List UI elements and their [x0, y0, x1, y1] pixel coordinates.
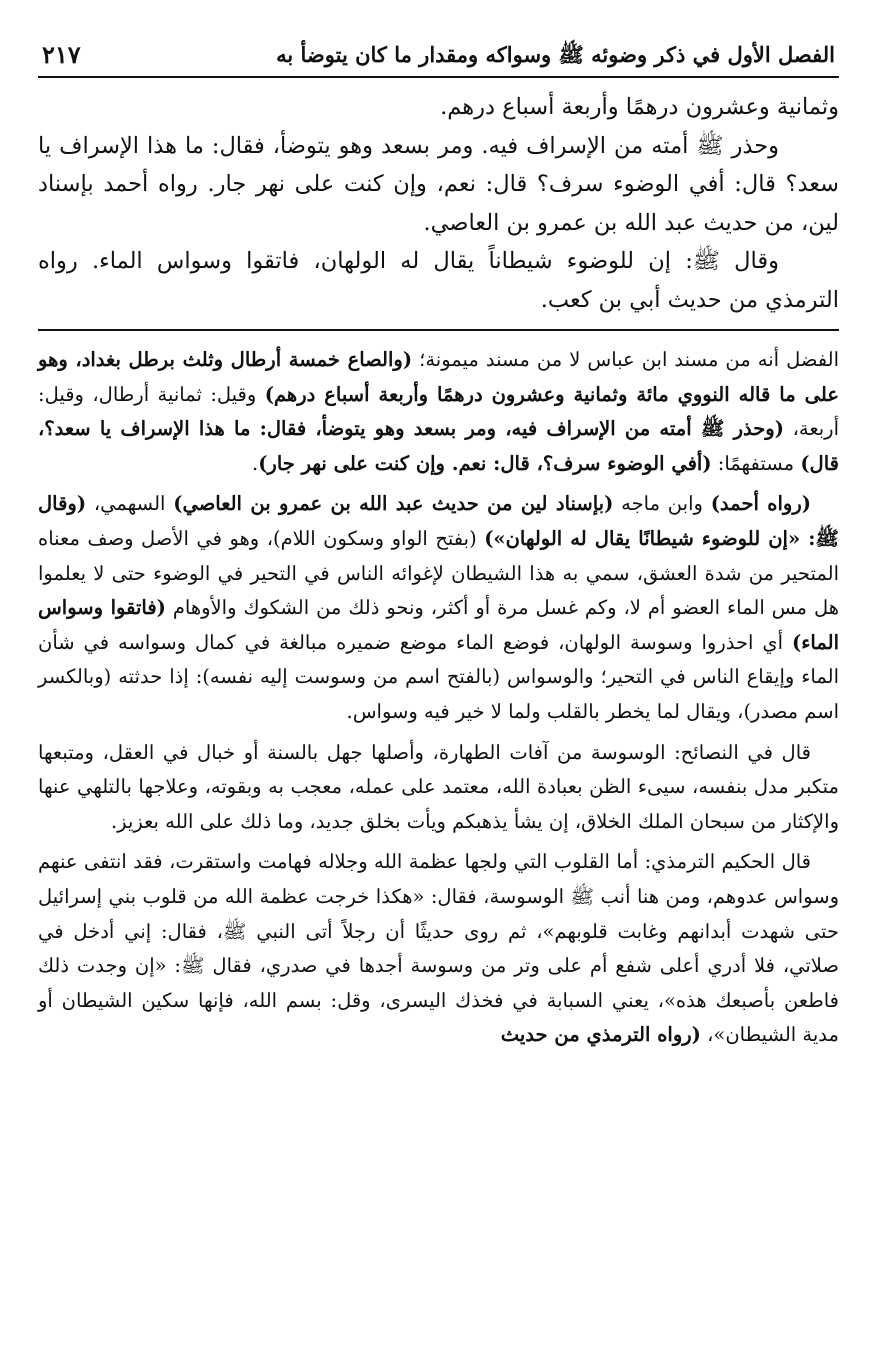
commentary-segment: وقيل: ثمانية أرطال، وقيل: أربعة،	[38, 382, 839, 441]
commentary-segment: قال الحكيم الترمذي: أما القلوب التي ولجها عظمة الله وجلاله فهامت واستقرت، فقد انتفى عنهم وسواس عدوهم، ومن هنا أنب ﷺ الوسوسة، فقال: «هكذا خرجت عظمة الله من قلوب بني إسرائيل حتى شهدت أبدانهم وغابت قلوبهم»، ثم روى حديثًا أن رجلاً أتى النبي ﷺ، فقال: إني أدخل في صلاتي، فلا أدري أعلى شفع أم على وتر من وسوسة أجدها في صدري، فقال ﷺ: «إن وجدت ذلك فاطعن بأصبعك هذه»، يعني السبابة في فخذك اليسرى، وقل: بسم الله، فإنها سكين الشيطان أو مدية الشيطان»،	[38, 850, 839, 1047]
section-divider	[38, 329, 839, 331]
running-header	[38, 40, 839, 78]
commentary-paragraph	[38, 845, 839, 1053]
commentary-segment: وابن ماجه	[613, 492, 711, 516]
commentary	[38, 343, 839, 1053]
bold-quote-segment: (وقال ﷺ: «إن للوضوء شيطانًا يقال له الولهان»)	[38, 492, 839, 550]
commentary-segment: مستفهمًا:	[711, 451, 801, 475]
main-text	[38, 88, 839, 319]
commentary-segment: أي احذروا وسوسة الولهان، فوضع الماء موضع ضميره مبالغة في كمال وسواسه في شأن الماء وإيقاع الناس في التحير؛ والوسواس (بالفتح اسم من وسوست إليه نفسه): إذا حدثته (وبالكسر اسم مصدر)، ويقال لما يخطر بالقلب ولما لا خير فيه وسواس.	[38, 630, 839, 723]
commentary-segment: الفضل أنه من مسند ابن عباس لا من مسند ميمونة؛	[412, 348, 839, 371]
bold-quote-segment: (بإسناد لين من حديث عبد الله بن عمرو بن العاصي)	[173, 492, 614, 516]
bold-quote-segment: (والصاع خمسة أرطال وثلث برطل بغداد، وهو على ما قاله النووي مائة وثمانية وعشرون درهمًا وأربعة أسباع درهم)	[38, 348, 839, 406]
commentary-paragraph	[38, 736, 839, 840]
page-number: ٢١٧	[42, 40, 81, 69]
commentary-segment: (بفتح الواو وسكون اللام)، وهو في الأصل وصف معناه المتحير من شدة العشق، سمي به هذا الشيطان لإغوائه الناس في التحير في الوضوء حتى لا يعلموا هل مس الماء العضو أم لا، وكم غسل مرة أو أكثر، ونحو ذلك من الشكوك والأوهام	[38, 526, 839, 620]
chapter-title: الفصل الأول في ذكر وضوئه ﷺ وسواكه ومقدار ما كان يتوضأ به	[276, 42, 835, 67]
main-paragraph: وثمانية وعشرون درهمًا وأربعة أسباع درهم.	[440, 94, 839, 120]
bold-quote-segment: (أفي الوضوء سرف؟، قال: نعم. وإن كنت على نهر جار)	[258, 451, 712, 475]
main-paragraph: وحذر ﷺ أمته من الإسراف فيه. ومر بسعد وهو يتوضأ، فقال: ما هذا الإسراف يا سعد؟ قال: أفي الوضوء سرف؟ قال: نعم، وإن كنت على نهر جار. رواه أحمد بإسناد لين، من حديث عبد الله بن عمرو بن العاصي.	[38, 132, 839, 236]
commentary-segment: .	[251, 451, 259, 475]
bold-quote-segment: (فاتقوا وسواس الماء)	[38, 596, 839, 654]
bold-quote-segment: (رواه الترمذي من حديث	[500, 1023, 701, 1047]
commentary-paragraph	[38, 343, 839, 481]
commentary-segment: قال في النصائح: الوسوسة من آفات الطهارة، وأصلها جهل بالسنة أو خبال في العقل، ومتبعها متكبر مدل بنفسه، سيىء الظن بعبادة الله، معتمد على عمله، معجب به وبقوته، وعلاجها بالتلهي عنها والإكثار من سبحان الملك الخلاق، إن يشأ يذهبكم ويأت بخلق جديد، وما ذلك على الله بعزيز.	[38, 740, 839, 833]
commentary-paragraph	[38, 487, 839, 729]
main-paragraph: وقال ﷺ: إن للوضوء شيطاناً يقال له الولهان، فاتقوا وسواس الماء. رواه الترمذي من حديث أبي بن كعب.	[38, 248, 839, 313]
bold-quote-segment: (رواه أحمد)	[710, 492, 811, 516]
commentary-segment: السهمي،	[86, 492, 174, 516]
bold-quote-segment: (وحذر ﷺ أمته من الإسراف فيه، ومر بسعد وهو يتوضأ، فقال: ما هذا الإسراف يا سعد؟، قال)	[38, 417, 839, 475]
